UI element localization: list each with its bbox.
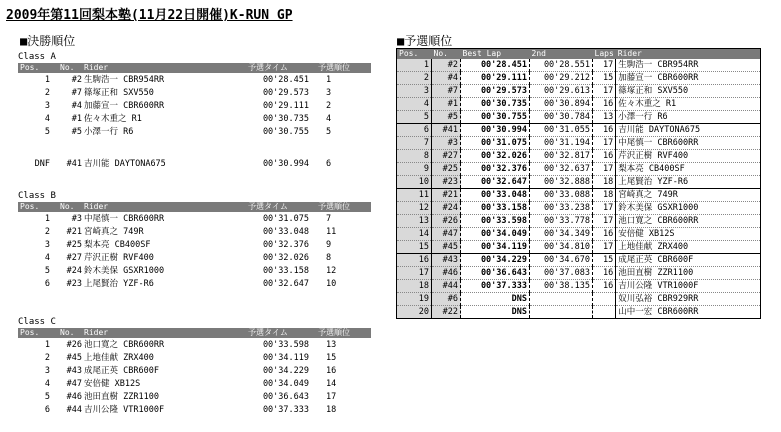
cell-pos: 5 bbox=[397, 111, 432, 124]
cell-no: #1 bbox=[71, 114, 82, 124]
col-no: No. bbox=[432, 49, 461, 60]
col-rider: Rider bbox=[84, 202, 109, 211]
cell-rider: 篠塚正和 SXV550 bbox=[616, 85, 761, 98]
cell-q: 11 bbox=[326, 227, 337, 237]
result-row bbox=[18, 252, 371, 265]
result-row bbox=[18, 87, 371, 100]
qualifying-row bbox=[397, 267, 761, 280]
col-time: 予選タイム bbox=[248, 328, 288, 337]
cell-no: #5 bbox=[432, 111, 461, 124]
col-best: Best Lap bbox=[461, 49, 530, 60]
cell-no: #46 bbox=[66, 392, 82, 402]
cell-pos: 4 bbox=[44, 379, 50, 389]
cell-pos: 3 bbox=[397, 85, 432, 98]
cell-best: 00'30.755 bbox=[461, 111, 530, 124]
cell-pos: 9 bbox=[397, 163, 432, 176]
cell-rider: 池田直樹 ZZR1100 bbox=[84, 392, 159, 402]
cell-laps: 16 bbox=[593, 267, 616, 280]
cell-no: #6 bbox=[432, 293, 461, 306]
cell-second: 00'34.670 bbox=[530, 254, 593, 267]
cell-q: 8 bbox=[326, 253, 332, 263]
qualifying-row bbox=[397, 189, 761, 202]
result-row bbox=[18, 278, 371, 291]
cell-rider: 中尾慎一 CBR600RR bbox=[616, 137, 761, 150]
cell-pos: 14 bbox=[397, 228, 432, 241]
cell-pos: 13 bbox=[397, 215, 432, 228]
result-row bbox=[18, 404, 371, 417]
result-row bbox=[18, 265, 371, 278]
qualifying-row bbox=[397, 137, 761, 150]
qualifying-row bbox=[397, 176, 761, 189]
cell-no: #43 bbox=[66, 366, 82, 376]
qualifying-table bbox=[396, 48, 761, 319]
cell-pos: 7 bbox=[397, 137, 432, 150]
col-time: 予選タイム bbox=[248, 202, 288, 211]
cell-pos: 18 bbox=[397, 280, 432, 293]
cell-best: 00'29.111 bbox=[461, 72, 530, 85]
cell-q: 13 bbox=[326, 340, 337, 350]
cell-rider: 宮崎真之 749R bbox=[616, 189, 761, 202]
cell-second: 00'32.888 bbox=[530, 176, 593, 189]
cell-rider: 安倍健 XB12S bbox=[616, 228, 761, 241]
cell-no: #25 bbox=[66, 240, 82, 250]
cell-second: 00'38.135 bbox=[530, 280, 593, 293]
cell-best: 00'32.647 bbox=[461, 176, 530, 189]
cell-pos: 2 bbox=[44, 88, 50, 98]
qualifying-row bbox=[397, 306, 761, 319]
cell-best: 00'31.075 bbox=[461, 137, 530, 150]
qualifying-row bbox=[397, 280, 761, 293]
cell-pos: 3 bbox=[44, 101, 50, 111]
cell-no: #23 bbox=[432, 176, 461, 189]
cell-rider: 加藤宣一 CBR600RR bbox=[616, 72, 761, 85]
cell-rider: 吉川公隆 VTR1000F bbox=[616, 280, 761, 293]
col-rider: Rider bbox=[84, 63, 109, 72]
cell-time: 00'32.647 bbox=[262, 279, 309, 289]
cell-rider: 佐々木重之 R1 bbox=[84, 114, 142, 124]
cell-no: #21 bbox=[432, 189, 461, 202]
cell-laps: 16 bbox=[593, 280, 616, 293]
result-row bbox=[18, 352, 371, 365]
cell-pos: 17 bbox=[397, 267, 432, 280]
cell-second: 00'32.637 bbox=[530, 163, 593, 176]
cell-no: #3 bbox=[71, 214, 82, 224]
cell-best: 00'33.158 bbox=[461, 202, 530, 215]
cell-no: #4 bbox=[71, 101, 82, 111]
cell-best: 00'30.994 bbox=[461, 124, 530, 137]
cell-no: #1 bbox=[432, 98, 461, 111]
cell-q: 15 bbox=[326, 353, 337, 363]
cell-laps: 17 bbox=[593, 85, 616, 98]
cell-second: 00'31.194 bbox=[530, 137, 593, 150]
col-qrank: 予選順位 bbox=[318, 328, 350, 337]
cell-laps: 18 bbox=[593, 189, 616, 202]
cell-pos: 1 bbox=[44, 75, 50, 85]
qualifying-heading: ■予選順位 bbox=[397, 34, 453, 48]
cell-laps: 18 bbox=[593, 176, 616, 189]
cell-time: 00'34.049 bbox=[262, 379, 309, 389]
cell-q: 14 bbox=[326, 379, 337, 389]
cell-second: 00'33.088 bbox=[530, 189, 593, 202]
result-row bbox=[18, 113, 371, 126]
cell-q: 6 bbox=[326, 159, 332, 169]
qualifying-header-row bbox=[397, 49, 761, 60]
cell-time: 00'31.075 bbox=[262, 214, 309, 224]
cell-no: #23 bbox=[66, 279, 82, 289]
cell-rider: 上地佳献 ZRX400 bbox=[84, 353, 154, 363]
cell-time: 00'30.994 bbox=[262, 159, 309, 169]
cell-rider: 宮崎真之 749R bbox=[84, 227, 144, 237]
cell-best: 00'34.119 bbox=[461, 241, 530, 254]
cell-rider: 山中一宏 CBR600RR bbox=[616, 306, 761, 319]
cell-no: #26 bbox=[432, 215, 461, 228]
qualifying-row bbox=[397, 254, 761, 267]
cell-time: 00'34.229 bbox=[262, 366, 309, 376]
cell-q: 12 bbox=[326, 266, 337, 276]
class-label: Class B bbox=[18, 191, 56, 201]
cell-pos: 5 bbox=[44, 127, 50, 137]
cell-time: 00'28.451 bbox=[262, 75, 309, 85]
cell-pos: 20 bbox=[397, 306, 432, 319]
cell-no: #45 bbox=[66, 353, 82, 363]
final-results-heading: ■決勝順位 bbox=[20, 34, 76, 48]
cell-second: 00'30.894 bbox=[530, 98, 593, 111]
result-row bbox=[18, 239, 371, 252]
cell-q: 16 bbox=[326, 366, 337, 376]
cell-rider: 加藤宣一 CBR600RR bbox=[84, 101, 165, 111]
cell-laps: 16 bbox=[593, 124, 616, 137]
cell-no: #5 bbox=[71, 127, 82, 137]
class-label: Class C bbox=[18, 317, 56, 327]
cell-rider: 池口寛之 CBR600RR bbox=[616, 215, 761, 228]
cell-laps: 17 bbox=[593, 215, 616, 228]
qualifying-row bbox=[397, 85, 761, 98]
cell-best: DNS bbox=[461, 293, 530, 306]
qualifying-row bbox=[397, 72, 761, 85]
col-laps: Laps bbox=[594, 49, 614, 58]
cell-laps: 16 bbox=[593, 98, 616, 111]
qualifying-row bbox=[397, 241, 761, 254]
cell-time: 00'33.158 bbox=[262, 266, 309, 276]
cell-q: 9 bbox=[326, 240, 332, 250]
cell-no: #24 bbox=[432, 202, 461, 215]
result-row bbox=[18, 226, 371, 239]
cell-q: 18 bbox=[326, 405, 337, 415]
cell-laps: 13 bbox=[593, 111, 616, 124]
cell-time: 00'32.026 bbox=[262, 253, 309, 263]
cell-rider: 梨本亮 CB400SF bbox=[616, 163, 761, 176]
cell-rider: 成尾正英 CBR600F bbox=[84, 366, 159, 376]
class-label: Class A bbox=[18, 52, 56, 62]
class-header-row bbox=[18, 328, 371, 338]
cell-pos: 5 bbox=[44, 266, 50, 276]
col-qrank: 予選順位 bbox=[318, 63, 350, 72]
cell-pos: 4 bbox=[44, 253, 50, 263]
qualifying-row bbox=[397, 111, 761, 124]
col-rider: Rider bbox=[84, 328, 109, 337]
cell-laps bbox=[593, 306, 616, 319]
cell-no: #22 bbox=[432, 306, 461, 319]
cell-rider: 鈴木美保 GSXR1000 bbox=[84, 266, 165, 276]
cell-pos: 5 bbox=[44, 392, 50, 402]
class-header-row bbox=[18, 63, 371, 73]
col-no: No. bbox=[60, 63, 75, 72]
cell-pos: 6 bbox=[44, 405, 50, 415]
cell-second: 00'31.055 bbox=[530, 124, 593, 137]
qualifying-row bbox=[397, 202, 761, 215]
cell-pos: 11 bbox=[397, 189, 432, 202]
cell-second: 00'34.349 bbox=[530, 228, 593, 241]
qualifying-row bbox=[397, 59, 761, 72]
cell-q: 10 bbox=[326, 279, 337, 289]
cell-no: #26 bbox=[66, 340, 82, 350]
cell-second: 00'33.778 bbox=[530, 215, 593, 228]
cell-second: 00'32.817 bbox=[530, 150, 593, 163]
cell-pos: 1 bbox=[44, 214, 50, 224]
cell-pos: 12 bbox=[397, 202, 432, 215]
cell-rider: 芹沢正樹 RVF400 bbox=[84, 253, 154, 263]
cell-best: 00'36.643 bbox=[461, 267, 530, 280]
cell-best: DNS bbox=[461, 306, 530, 319]
col-no: No. bbox=[60, 202, 75, 211]
col-no: No. bbox=[60, 328, 75, 337]
cell-rider: 上地佳献 ZRX400 bbox=[616, 241, 761, 254]
col-pos: Pos. bbox=[20, 63, 40, 72]
cell-no: #47 bbox=[66, 379, 82, 389]
cell-no: #41 bbox=[66, 159, 82, 169]
qualifying-row bbox=[397, 228, 761, 241]
cell-no: #7 bbox=[71, 88, 82, 98]
qualifying-row bbox=[397, 124, 761, 137]
cell-rider: 小澤一行 R6 bbox=[616, 111, 761, 124]
cell-best: 00'33.048 bbox=[461, 189, 530, 202]
cell-no: #2 bbox=[71, 75, 82, 85]
result-row bbox=[18, 339, 371, 352]
result-row bbox=[18, 74, 371, 87]
cell-best: 00'34.049 bbox=[461, 228, 530, 241]
cell-rider: 奴川弘裕 CBR929RR bbox=[616, 293, 761, 306]
cell-best: 00'34.229 bbox=[461, 254, 530, 267]
cell-time: 00'32.376 bbox=[262, 240, 309, 250]
cell-laps: 16 bbox=[593, 228, 616, 241]
cell-pos: 3 bbox=[44, 366, 50, 376]
cell-time: 00'29.573 bbox=[262, 88, 309, 98]
qualifying-row bbox=[397, 98, 761, 111]
cell-rider: 成尾正英 CBR600F bbox=[616, 254, 761, 267]
cell-laps: 17 bbox=[593, 163, 616, 176]
result-row bbox=[18, 158, 371, 171]
cell-second: 00'30.784 bbox=[530, 111, 593, 124]
result-row bbox=[18, 378, 371, 391]
cell-rider: 上尾賢治 YZF-R6 bbox=[616, 176, 761, 189]
result-row bbox=[18, 391, 371, 404]
cell-second: 00'29.613 bbox=[530, 85, 593, 98]
page-title: 2009年第11回梨本塾(11月22日開催)K-RUN GP bbox=[6, 8, 293, 23]
cell-rider: 芹沢正樹 RVF400 bbox=[616, 150, 761, 163]
cell-q: 17 bbox=[326, 392, 337, 402]
col-pos: Pos. bbox=[397, 49, 432, 60]
cell-rider: 安倍健 XB12S bbox=[84, 379, 141, 389]
cell-no: #27 bbox=[432, 150, 461, 163]
cell-time: 00'36.643 bbox=[262, 392, 309, 402]
cell-pos: 2 bbox=[397, 72, 432, 85]
cell-pos: 6 bbox=[397, 124, 432, 137]
cell-second: 00'37.083 bbox=[530, 267, 593, 280]
cell-rider: 吉川能 DAYTONA675 bbox=[84, 159, 166, 169]
result-row bbox=[18, 365, 371, 378]
cell-no: #3 bbox=[432, 137, 461, 150]
cell-no: #2 bbox=[432, 59, 461, 72]
qualifying-row bbox=[397, 150, 761, 163]
result-row bbox=[18, 213, 371, 226]
cell-best: 00'30.735 bbox=[461, 98, 530, 111]
cell-rider: 生駒浩一 CBR954RR bbox=[616, 59, 761, 72]
qualifying-row bbox=[397, 293, 761, 306]
cell-time: 00'34.119 bbox=[262, 353, 309, 363]
cell-pos: 1 bbox=[397, 59, 432, 72]
cell-second: 00'28.551 bbox=[530, 59, 593, 72]
cell-pos: 19 bbox=[397, 293, 432, 306]
cell-best: 00'32.376 bbox=[461, 163, 530, 176]
cell-laps: 17 bbox=[593, 137, 616, 150]
cell-pos: 15 bbox=[397, 241, 432, 254]
cell-best: 00'37.333 bbox=[461, 280, 530, 293]
cell-no: #4 bbox=[432, 72, 461, 85]
cell-rider: 生駒浩一 CBR954RR bbox=[84, 75, 165, 85]
cell-no: #41 bbox=[432, 124, 461, 137]
cell-time: 00'30.735 bbox=[262, 114, 309, 124]
cell-no: #47 bbox=[432, 228, 461, 241]
cell-pos: 1 bbox=[44, 340, 50, 350]
cell-rider: 吉川公隆 VTR1000F bbox=[84, 405, 165, 415]
cell-rider: 小澤一行 R6 bbox=[84, 127, 134, 137]
cell-second: 00'29.212 bbox=[530, 72, 593, 85]
cell-best: 00'28.451 bbox=[461, 59, 530, 72]
cell-q: 4 bbox=[326, 114, 332, 124]
cell-pos: 8 bbox=[397, 150, 432, 163]
cell-laps: 15 bbox=[593, 254, 616, 267]
cell-pos: 2 bbox=[44, 227, 50, 237]
cell-best: 00'33.598 bbox=[461, 215, 530, 228]
cell-q: 5 bbox=[326, 127, 332, 137]
cell-second bbox=[530, 306, 593, 319]
cell-time: 00'33.598 bbox=[262, 340, 309, 350]
cell-pos: 16 bbox=[397, 254, 432, 267]
col-second: 2nd bbox=[530, 49, 593, 60]
cell-pos: 3 bbox=[44, 240, 50, 250]
cell-best: 00'29.573 bbox=[461, 85, 530, 98]
result-row bbox=[18, 126, 371, 139]
cell-no: #27 bbox=[66, 253, 82, 263]
cell-rider: 梨本亮 CB400SF bbox=[84, 240, 151, 250]
cell-laps: 17 bbox=[593, 241, 616, 254]
cell-no: #44 bbox=[432, 280, 461, 293]
cell-q: 2 bbox=[326, 101, 332, 111]
cell-no: #25 bbox=[432, 163, 461, 176]
cell-second: 00'34.810 bbox=[530, 241, 593, 254]
cell-rider: 鈴木美保 GSXR1000 bbox=[616, 202, 761, 215]
cell-rider: 上尾賢治 YZF-R6 bbox=[84, 279, 154, 289]
cell-no: #24 bbox=[66, 266, 82, 276]
cell-laps: 15 bbox=[593, 72, 616, 85]
cell-no: #21 bbox=[66, 227, 82, 237]
cell-laps: 16 bbox=[593, 150, 616, 163]
col-pos: Pos. bbox=[20, 202, 40, 211]
cell-time: 00'29.111 bbox=[262, 101, 309, 111]
cell-time: 00'33.048 bbox=[262, 227, 309, 237]
cell-laps: 17 bbox=[593, 59, 616, 72]
cell-pos: 10 bbox=[397, 176, 432, 189]
col-qrank: 予選順位 bbox=[318, 202, 350, 211]
result-row bbox=[18, 100, 371, 113]
cell-no: #43 bbox=[432, 254, 461, 267]
qualifying-row bbox=[397, 215, 761, 228]
cell-rider: 池田直樹 ZZR1100 bbox=[616, 267, 761, 280]
cell-no: #7 bbox=[432, 85, 461, 98]
cell-time: 00'37.333 bbox=[262, 405, 309, 415]
cell-pos: 6 bbox=[44, 279, 50, 289]
cell-q: 7 bbox=[326, 214, 332, 224]
class-header-row bbox=[18, 202, 371, 212]
cell-rider: 池口寛之 CBR600RR bbox=[84, 340, 165, 350]
cell-laps bbox=[593, 293, 616, 306]
cell-laps: 17 bbox=[593, 202, 616, 215]
cell-rider: 吉川能 DAYTONA675 bbox=[616, 124, 761, 137]
cell-rider: 中尾慎一 CBR600RR bbox=[84, 214, 165, 224]
cell-second: 00'33.238 bbox=[530, 202, 593, 215]
cell-rider: 佐々木重之 R1 bbox=[616, 98, 761, 111]
cell-time: 00'30.755 bbox=[262, 127, 309, 137]
cell-best: 00'32.026 bbox=[461, 150, 530, 163]
cell-second bbox=[530, 293, 593, 306]
col-pos: Pos. bbox=[20, 328, 40, 337]
cell-pos: 2 bbox=[44, 353, 50, 363]
col-rider: Rider bbox=[616, 49, 761, 60]
cell-no: #44 bbox=[66, 405, 82, 415]
cell-pos: 4 bbox=[397, 98, 432, 111]
cell-rider: 篠塚正和 SXV550 bbox=[84, 88, 154, 98]
qualifying-row bbox=[397, 163, 761, 176]
col-time: 予選タイム bbox=[248, 63, 288, 72]
cell-pos: DNF bbox=[34, 159, 50, 169]
cell-no: #45 bbox=[432, 241, 461, 254]
cell-q: 1 bbox=[326, 75, 332, 85]
cell-q: 3 bbox=[326, 88, 332, 98]
cell-no: #46 bbox=[432, 267, 461, 280]
cell-pos: 4 bbox=[44, 114, 50, 124]
